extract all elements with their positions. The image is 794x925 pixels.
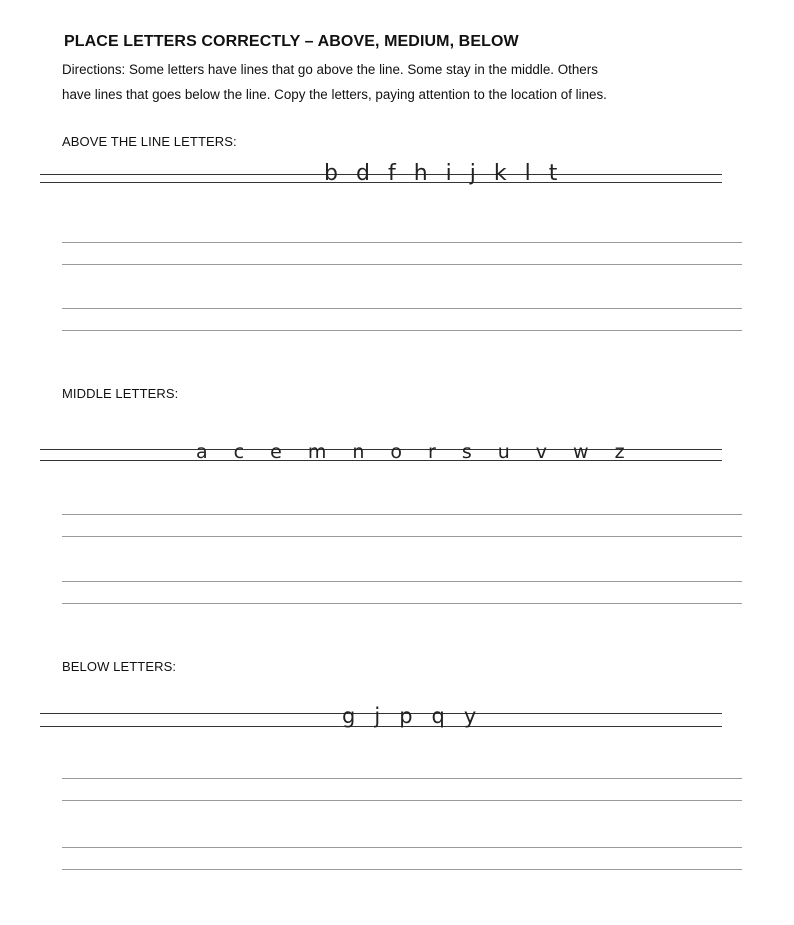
below-example-letters	[342, 706, 495, 727]
above-letter-l: l	[524, 161, 531, 186]
middle-letter-n: n	[352, 441, 365, 463]
directions-line-1: Directions: Some letters have lines that go above the line. Some stay in the middle. Others	[62, 62, 598, 77]
above-letter-j: j	[469, 161, 476, 186]
below-section-label: BELOW LETTERS:	[62, 659, 177, 674]
middle-letter-c: c	[233, 441, 245, 463]
above-section-label: ABOVE THE LINE LETTERS:	[62, 134, 237, 149]
above-letter-k: k	[493, 161, 507, 186]
middle-letter-s: s	[461, 441, 472, 463]
middle-example-letters	[196, 443, 651, 462]
above-practice-row-1	[62, 242, 742, 266]
above-letter-d: d	[355, 161, 370, 186]
below-practice-row-1	[62, 778, 742, 802]
below-practice-row-2	[62, 847, 742, 871]
above-letter-i: i	[445, 161, 452, 186]
above-letter-f: f	[387, 161, 396, 186]
page-title: PLACE LETTERS CORRECTLY – ABOVE, MEDIUM, BELOW	[64, 33, 519, 50]
above-letter-t: t	[548, 161, 558, 186]
middle-practice-row-2	[62, 581, 742, 605]
above-practice-row-2	[62, 308, 742, 332]
above-example-letters	[324, 163, 575, 185]
above-letter-b: b	[324, 161, 338, 186]
middle-letter-v: v	[535, 441, 548, 463]
middle-letter-o: o	[390, 441, 402, 463]
middle-letter-z: z	[614, 441, 625, 463]
middle-letter-u: u	[497, 441, 510, 463]
below-example-row	[40, 706, 722, 746]
middle-letter-a: a	[196, 441, 208, 463]
below-letter-y: y	[463, 704, 477, 728]
below-letter-g: g	[342, 704, 356, 728]
directions-line-2: have lines that goes below the line. Copy the letters, paying attention to the location of lines.	[62, 87, 607, 102]
middle-section-label: MIDDLE LETTERS:	[62, 386, 179, 401]
middle-letter-r: r	[428, 441, 436, 463]
middle-letter-e: e	[270, 441, 282, 463]
below-letter-p: p	[399, 704, 413, 728]
above-example-row	[40, 160, 722, 200]
middle-letter-w: w	[573, 441, 589, 463]
middle-practice-row-1	[62, 514, 742, 538]
above-letter-h: h	[413, 161, 428, 186]
below-letter-j: j	[374, 704, 381, 728]
middle-example-row	[40, 443, 722, 483]
middle-letter-m: m	[307, 441, 327, 463]
below-letter-q: q	[431, 704, 445, 728]
